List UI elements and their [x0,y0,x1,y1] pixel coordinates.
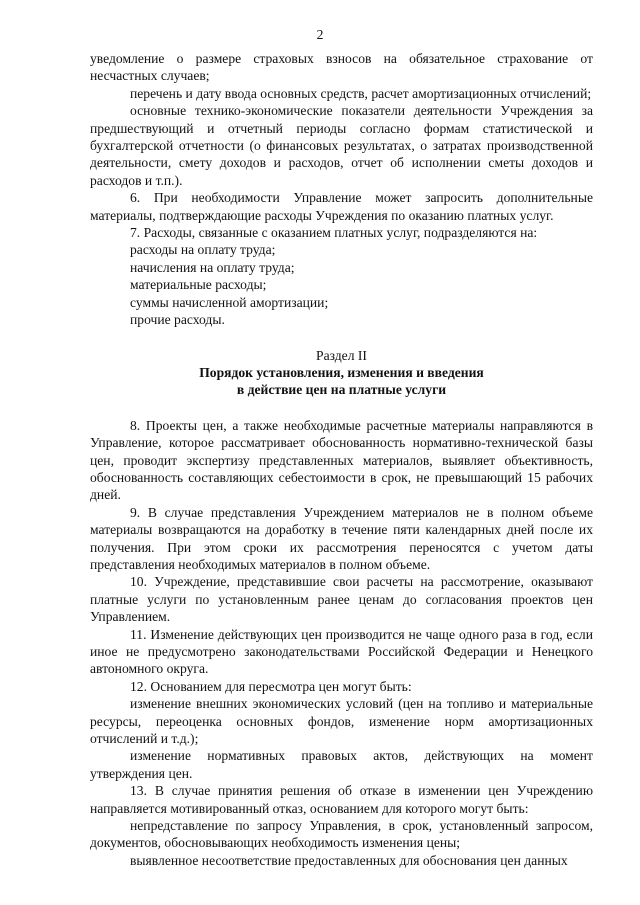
paragraph: прочие расходы. [130,312,225,328]
paragraph: уведомление о размере страховых взносов на обязательное страхование от несчастных случаев; [90,51,593,84]
section-label: Раздел II [316,347,367,363]
paragraph: 13. В случае принятия решения об отказе в изменении цен Учреждению направляется мотивированный отказ, основанием для которого могут быть: [90,783,593,816]
paragraph: суммы начисленной амортизации; [130,294,329,310]
paragraph: изменение внешних экономических условий (цен на топливо и материальные ресурсы, переоценка основных фондов, изменение норм амортизационных отчислений и т.д.); [90,696,593,747]
paragraph: 9. В случае представления Учреждением материалов не в полном объеме материалы возвращаются на доработку в течение пяти календарных дней после их получения. При этом сроки их рассмотрения переносятся с учетом даты представления необходимых материалов в полном объеме. [90,504,593,572]
paragraph: выявленное несоответствие предоставленных для обоснования цен данных [130,852,568,868]
document-body [90,50,593,869]
paragraph: непредставление по запросу Управления, в срок, установленный запросом, документов, обосновывающих необходимость изменения цены; [90,818,593,851]
paragraph: изменение нормативных правовых актов, действующих на момент утверждения цен. [90,748,593,781]
page-number: 2 [316,27,324,42]
paragraph: 11. Изменение действующих цен производится не чаще одного раза в год, если иное не предусмотрено законодательствами Российской Федерации и Ненецкого автономного округа. [90,626,593,677]
paragraphs-after-section [90,417,593,870]
paragraph: 12. Основанием для пересмотра цен могут быть: [130,678,412,694]
paragraph: 8. Проекты цен, а также необходимые расчетные материалы направляются в Управление, которое рассматривает обоснованность нормативно-технической базы цен, проводит экспертизу представленных материалов, выявляет объективность, обоснованность составляющих себестоимости в срок, не превышающий 15 рабочих дней. [90,417,593,503]
paragraph: основные технико-экономические показатели деятельности Учреждения за предшествующий и отчетный периоды согласно формам статистической и бухгалтерской отчетности (о финансовых результатах, о затратах производственной деятельности, смету доходов и расходов, отчет об исполнении сметы доходов и расходов и т.п.). [90,103,593,188]
paragraph: материальные расходы; [130,277,267,293]
paragraph: начисления на оплату труда; [130,259,295,275]
paragraphs-before-section [90,50,593,329]
paragraph: 7. Расходы, связанные с оказанием платных услуг, подразделяются на: [130,225,538,241]
section-title-line-2: в действие цен на платные услуги [236,382,447,398]
paragraph: расходы на оплату труда; [130,242,276,258]
paragraph: перечень и дату ввода основных средств, расчет амортизационных отчислений; [130,85,592,101]
paragraph: 10. Учреждение, представившие свои расчеты на рассмотрение, оказывают платные услуги по установленным ранее ценам до согласования проектов цен Управлением. [90,574,593,625]
section-title-line-1: Порядок установления, изменения и введения [199,364,484,380]
paragraph: 6. При необходимости Управление может запросить дополнительные материалы, подтверждающие расходы Учреждения по оказанию платных услуг. [90,190,593,223]
